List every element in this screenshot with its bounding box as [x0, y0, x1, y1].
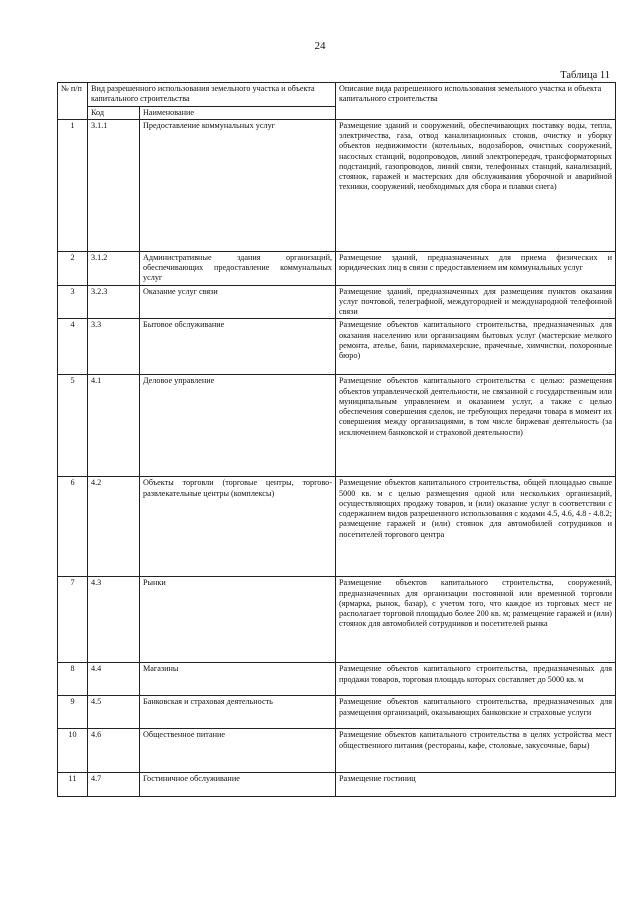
row-code: 3.2.3	[88, 285, 140, 319]
row-description: Размещение объектов капитального строительства с целью: размещения объектов управленческой деятельности, не связанной с государственным или муниципальным управлением и оказанием услуг, а также с целью обеспечения совершения сделок, не требующих передачи товара в момент их совершения между организациями, в том числе биржевая деятельность (за исключением банковской и страховой деятельности)	[336, 375, 616, 477]
table-row	[58, 319, 616, 375]
row-name: Оказание услуг связи	[140, 285, 336, 319]
table-header	[58, 83, 616, 120]
row-code: 4.3	[88, 577, 140, 663]
row-num: 8	[58, 663, 88, 696]
table-row	[58, 119, 616, 251]
table-row	[58, 251, 616, 285]
row-num: 3	[58, 285, 88, 319]
row-code: 4.4	[88, 663, 140, 696]
row-description: Размещение объектов капитального строительства, предназначенных для размещения организаций, оказывающих банковские и страховые услуги	[336, 696, 616, 729]
row-num: 7	[58, 577, 88, 663]
row-description: Размещение зданий и сооружений, обеспечивающих поставку воды, тепла, электричества, газа, отвод канализационных стоков, очистку и уборку объектов недвижимости (котельных, водозаборов, очистных сооружений, насосных станций, водопроводов, линий электропередач, трансформаторных подстанций, газопроводов, линий связи, телефонных станций, канализаций, стоянок, гаражей и мастерских для обслуживания уборочной и аварийной техники, сооружений, необходимых для сбора и плавки снега)	[336, 119, 616, 251]
row-code: 3.3	[88, 319, 140, 375]
table-row	[58, 477, 616, 577]
row-name: Предоставление коммунальных услуг	[140, 119, 336, 251]
row-name: Общественное питание	[140, 729, 336, 773]
table-row	[58, 285, 616, 319]
row-name: Рынки	[140, 577, 336, 663]
table-body	[58, 119, 616, 797]
row-name: Деловое управление	[140, 375, 336, 477]
row-name: Магазины	[140, 663, 336, 696]
row-description: Размещение зданий, предназначенных для размещения пунктов оказания услуг почтовой, телеграфной, междугородней и международной телефонной связи	[336, 285, 616, 319]
header-description: Описание вида разрешенного использования земельного участка и объекта капитального строительства	[336, 83, 616, 120]
table-row	[58, 773, 616, 797]
table-caption: Таблица 11	[560, 70, 610, 81]
row-description: Размещение объектов капитального строительства, общей площадью свыше 5000 кв. м с целью размещения одной или нескольких организаций, осуществляющих продажу товаров, и (или) оказание услуг в соответствии с содержанием видов разрешенного использования с кодами 4.5, 4.6, 4.8 - 4.8.2; размещение гаражей и (или) стоянок для автомобилей сотрудников и посетителей торгового центра	[336, 477, 616, 577]
row-num: 10	[58, 729, 88, 773]
row-num: 9	[58, 696, 88, 729]
row-description: Размещение объектов капитального строительства в целях устройства мест общественного питания (рестораны, кафе, столовые, закусочные, бары)	[336, 729, 616, 773]
header-group: Вид разрешенного использования земельного участка и объекта капитального строительства	[88, 83, 336, 107]
land-use-table	[57, 82, 616, 797]
table-row	[58, 663, 616, 696]
row-num: 6	[58, 477, 88, 577]
row-code: 3.1.1	[88, 119, 140, 251]
row-name: Бытовое обслуживание	[140, 319, 336, 375]
row-description: Размещение объектов капитального строительства, предназначенных для продажи товаров, торговая площадь которых составляет до 5000 кв. м	[336, 663, 616, 696]
row-num: 1	[58, 119, 88, 251]
header-code: Код	[88, 106, 140, 119]
row-code: 4.2	[88, 477, 140, 577]
table-row	[58, 577, 616, 663]
table-row	[58, 729, 616, 773]
row-description: Размещение гостиниц	[336, 773, 616, 797]
row-name: Объекты торговли (торговые центры, торгово-развлекательные центры (комплексы)	[140, 477, 336, 577]
row-name: Банковская и страховая деятельность	[140, 696, 336, 729]
row-code: 3.1.2	[88, 251, 140, 285]
row-code: 4.1	[88, 375, 140, 477]
row-code: 4.5	[88, 696, 140, 729]
header-num: № п/п	[58, 83, 88, 120]
header-name: Наименование	[140, 106, 336, 119]
row-code: 4.6	[88, 729, 140, 773]
table-row	[58, 696, 616, 729]
row-name: Гостиничное обслуживание	[140, 773, 336, 797]
row-code: 4.7	[88, 773, 140, 797]
row-description: Размещение объектов капитального строительства, предназначенных для оказания населению или организациям бытовых услуг (мастерские мелкого ремонта, ателье, бани, парикмахерские, прачечные, химчистки, похоронные бюро)	[336, 319, 616, 375]
row-num: 2	[58, 251, 88, 285]
row-name: Административные здания организаций, обеспечивающих предоставление коммунальных услуг	[140, 251, 336, 285]
row-description: Размещение объектов капитального строительства, сооружений, предназначенных для организации постоянной или временной торговли (ярмарка, рынок, базар), с учетом того, что каждое из торговых мест не располагает торговой площадью более 200 кв. м; размещение гаражей и (или) стоянок для автомобилей сотрудников и посетителей рынка	[336, 577, 616, 663]
row-num: 11	[58, 773, 88, 797]
row-num: 5	[58, 375, 88, 477]
page-number: 24	[314, 40, 326, 52]
row-description: Размещение зданий, предназначенных для приема физических и юридических лиц в связи с предоставлением им коммунальных услуг	[336, 251, 616, 285]
table-row	[58, 375, 616, 477]
row-num: 4	[58, 319, 88, 375]
